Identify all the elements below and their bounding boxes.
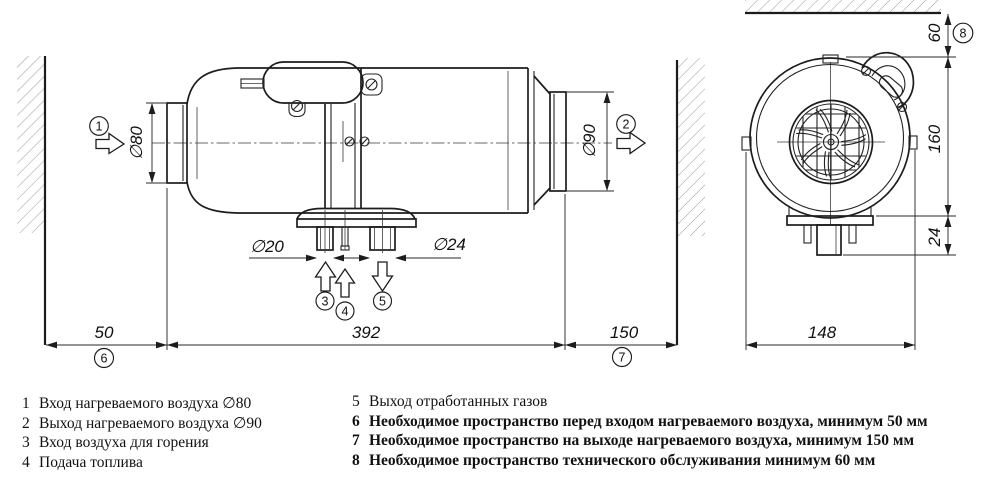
callouts (90, 23, 973, 367)
dim-inlet-diameter: ∅80 (127, 126, 146, 160)
stud (849, 225, 856, 243)
callout-4: 4 (341, 304, 349, 319)
dim-flange-height: 24 (925, 227, 944, 247)
flow-arrow-up-icon (336, 269, 355, 297)
flow-arrows (96, 133, 645, 298)
legend-num: 7 (352, 432, 360, 450)
dim-exhaust-diameter: ∅24 (432, 235, 466, 254)
fan-impeller (796, 107, 868, 179)
right-wall-hatch (678, 58, 705, 236)
legend-num: 1 (22, 395, 30, 412)
dim-front-clearance: 50 (94, 323, 114, 342)
heater-front-view (742, 53, 917, 255)
callout-3: 3 (321, 294, 329, 309)
dim-top-clearance: 60 (925, 23, 944, 43)
legend-item-8 (352, 451, 928, 471)
air-outlet-port (550, 92, 566, 191)
dim-outlet-diameter: ∅90 (580, 124, 599, 158)
dim-body-length: 392 (351, 323, 381, 342)
stud (804, 225, 811, 243)
legend-right-column (352, 392, 928, 470)
legend-item-5 (352, 392, 928, 412)
mounting-flange-plate (297, 219, 416, 227)
flow-arrow-down-icon (373, 262, 393, 291)
callout-7: 7 (618, 350, 626, 365)
legend-text: Необходимое пространство перед входом нагреваемого воздуха, минимум 50 мм (369, 412, 928, 430)
callout-5: 5 (379, 294, 386, 309)
legend-num: 2 (22, 414, 30, 432)
callout-1: 1 (95, 119, 103, 134)
callout-6: 6 (100, 351, 108, 366)
legend-text: Вход воздуха для горения (39, 434, 209, 452)
front-exhaust-pipe (817, 225, 841, 255)
left-wall-hatch (17, 56, 45, 233)
callout-2: 2 (622, 117, 630, 132)
callout-8: 8 (959, 26, 967, 41)
legend-item-1 (22, 394, 262, 414)
legend-item-3 (22, 433, 262, 453)
legend-num: 5 (352, 393, 360, 410)
dim-body-height: 160 (925, 124, 944, 154)
heater-side-view (152, 62, 612, 253)
legend-text: Необходимое пространство технического обслуживания минимум 60 мм (369, 451, 876, 469)
legend-text: Необходимое пространство на выходе нагреваемого воздуха, минимум 150 мм (369, 432, 915, 450)
legend-num: 6 (352, 412, 360, 430)
flow-arrow-right-icon (617, 133, 645, 154)
flow-arrow-right-icon (96, 134, 124, 154)
front-housing-outer (750, 58, 910, 218)
legend-item-4 (22, 453, 262, 473)
flow-arrow-up-icon (316, 262, 336, 291)
body-top (187, 68, 528, 104)
legend-num: 3 (22, 434, 30, 452)
legend-num: 4 (22, 453, 30, 471)
legend-text: Вход нагреваемого воздуха ∅80 (39, 395, 252, 412)
dim-combustion-inlet-diameter: ∅20 (250, 237, 284, 256)
legend-text: Выход нагреваемого воздуха ∅90 (39, 414, 262, 432)
legend-item-6 (352, 412, 928, 432)
legend-text: Выход отработанных газов (369, 393, 548, 410)
ceiling-hatch (745, 0, 941, 12)
legend-text: Подача топлива (39, 453, 143, 471)
legend-num: 8 (352, 451, 360, 469)
dim-outlet-clearance: 150 (609, 323, 639, 342)
dim-body-width: 148 (807, 323, 837, 342)
legend-left-column (22, 394, 262, 472)
legend-item-7 (352, 431, 928, 451)
legend-item-2 (22, 414, 262, 434)
